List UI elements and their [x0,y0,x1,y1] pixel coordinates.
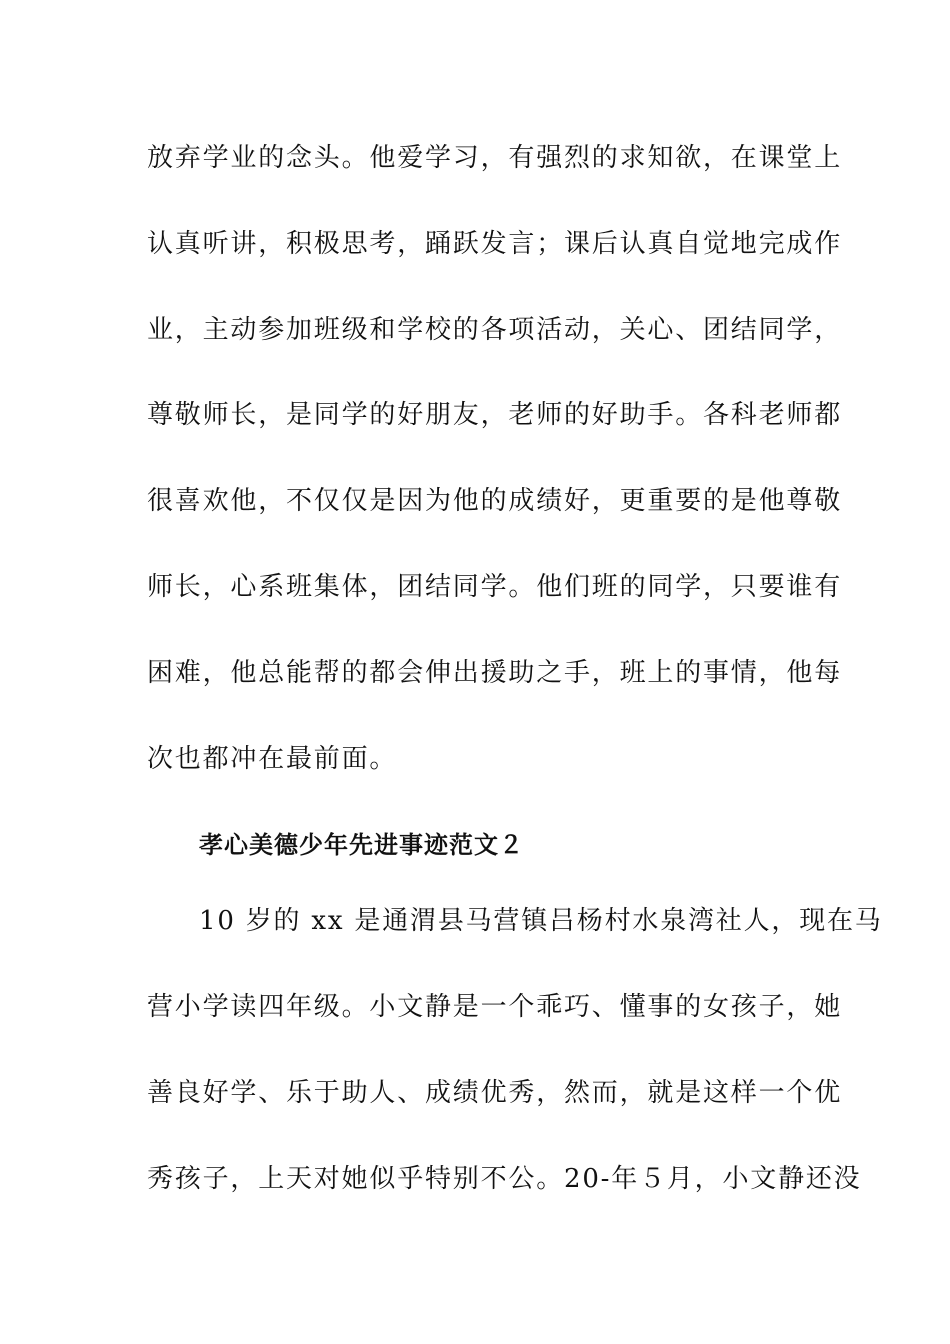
paragraph-line: 业，主动参加班级和学校的各项活动，关心、团结同学， [147,315,843,345]
paragraph-line: 次也都冲在最前面。 [147,744,398,774]
paragraph-line: 认真听讲，积极思考，踊跃发言；课后认真自觉地完成作 [147,229,843,259]
paragraph-line: 困难，他总能帮的都会伸出援助之手，班上的事情，他每 [147,658,843,688]
paragraph-line: 很喜欢他，不仅仅是因为他的成绩好，更重要的是他尊敬 [147,486,843,516]
paragraph-line: 10 岁的 xx 是通渭县马营镇吕杨村水泉湾社人，现在马 [199,906,883,936]
paragraph-line: 营小学读四年级。小文静是一个乖巧、懂事的女孩子，她 [147,992,843,1022]
paragraph-line: 善良好学、乐于助人、成绩优秀，然而，就是这样一个优 [147,1078,843,1108]
section-heading: 孝心美德少年先进事迹范文２ [199,831,524,859]
paragraph-line: 秀孩子，上天对她似乎特别不公。20-年５月，小文静还没 [147,1164,862,1194]
paragraph-line: 师长，心系班集体，团结同学。他们班的同学，只要谁有 [147,572,843,602]
paragraph-line: 尊敬师长，是同学的好朋友，老师的好助手。各科老师都 [147,400,843,430]
paragraph-line: 放弃学业的念头。他爱学习，有强烈的求知欲，在课堂上 [147,143,843,173]
